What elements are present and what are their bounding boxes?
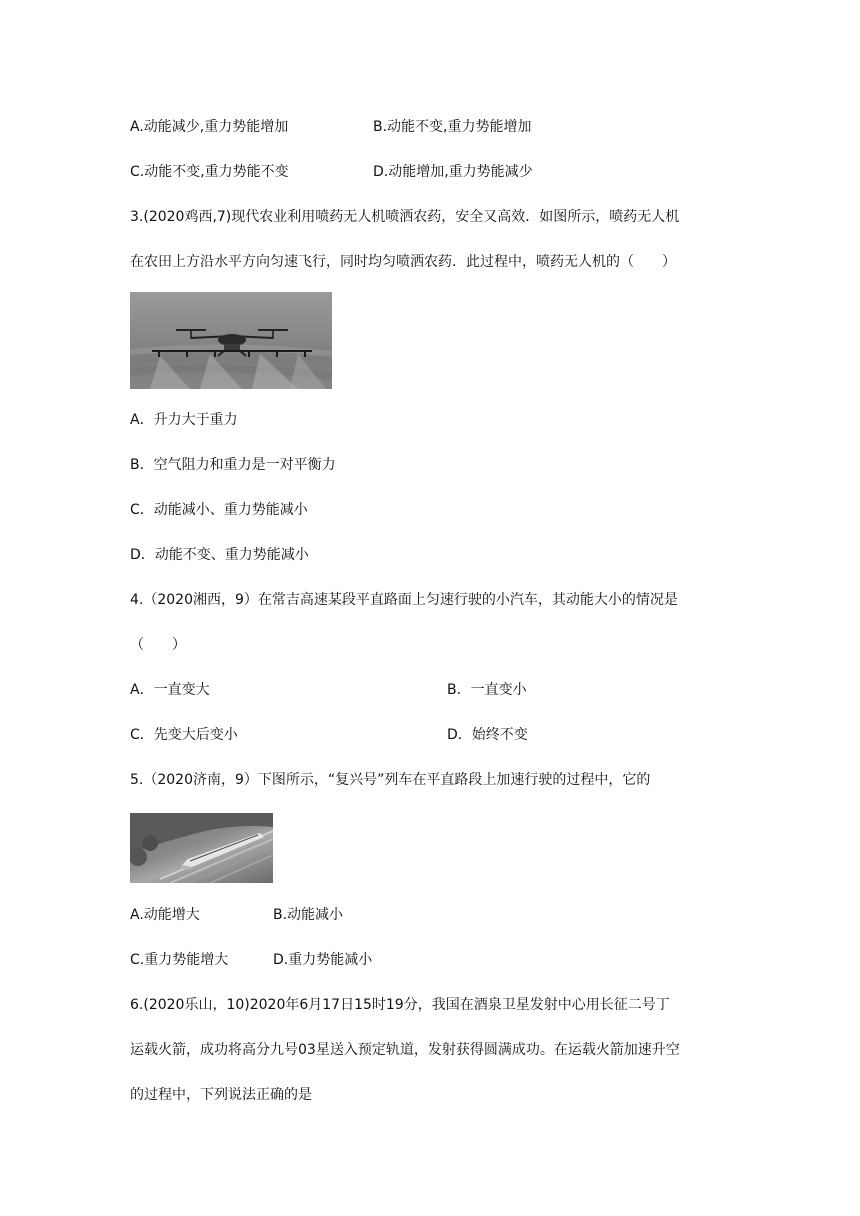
q5-option-b: B.动能减小 — [273, 907, 344, 923]
train-photo — [130, 813, 273, 883]
drone-photo — [130, 292, 332, 389]
q4-stem-line-2: （ ） — [130, 637, 186, 653]
q4-option-b: B．一直变小 — [447, 682, 527, 698]
train-illustration — [130, 813, 273, 883]
q3-option-a: A．升力大于重力 — [130, 412, 238, 428]
drone-illustration — [130, 292, 332, 389]
q3-stem-line-2: 在农田上方沿水平方向匀速飞行，同时均匀喷洒农药．此过程中，喷药无人机的（ ） — [130, 254, 676, 270]
q2-option-a: A.动能减少,重力势能增加 — [130, 119, 289, 135]
q6-stem-line-3: 的过程中，下列说法正确的是 — [130, 1087, 312, 1103]
q5-stem-line-1: 5.（2020济南，9）下图所示，“复兴号”列车在平直路段上加速行驶的过程中，它的 — [130, 772, 651, 788]
q3-stem-line-1: 3.(2020鸡西,7)现代农业利用喷药无人机喷洒农药，安全又高效．如图所示，喷药无人机 — [130, 209, 680, 225]
q2-option-b: B.动能不变,重力势能增加 — [373, 119, 532, 135]
q3-option-b: B．空气阻力和重力是一对平衡力 — [130, 457, 336, 473]
q4-option-c: C．先变大后变小 — [130, 727, 238, 743]
q3-option-c: C．动能减小、重力势能减小 — [130, 502, 308, 518]
q4-stem-line-1: 4.（2020湘西，9）在常吉高速某段平直路面上匀速行驶的小汽车，其动能大小的情况是 — [130, 592, 678, 608]
q6-stem-line-1: 6.(2020乐山，10)2020年6月17日15时19分，我国在酒泉卫星发射中心用长征二号丁 — [130, 997, 670, 1013]
q2-option-c: C.动能不变,重力势能不变 — [130, 164, 289, 180]
q5-option-d: D.重力势能减小 — [273, 952, 373, 968]
q3-option-d: D．动能不变、重力势能减小 — [130, 547, 309, 563]
q4-option-d: D．始终不变 — [447, 727, 528, 743]
q5-option-a: A.动能增大 — [130, 907, 200, 923]
q5-option-c: C.重力势能增大 — [130, 952, 229, 968]
q2-option-d: D.动能增加,重力势能减少 — [373, 164, 533, 180]
q4-option-a: A．一直变大 — [130, 682, 210, 698]
q6-stem-line-2: 运载火箭，成功将高分九号03星送入预定轨道，发射获得圆满成功。在运载火箭加速升空 — [130, 1042, 680, 1058]
